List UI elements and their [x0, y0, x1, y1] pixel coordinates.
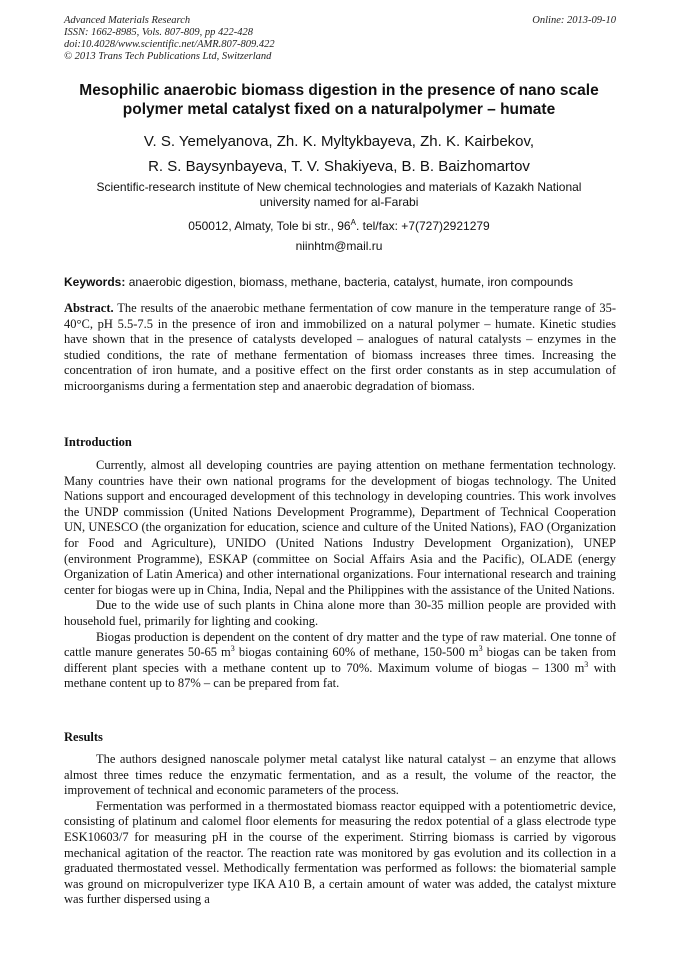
- contact-email: niinhtm@mail.ru: [295, 239, 383, 253]
- keywords: [64, 275, 616, 290]
- paper-title: [40, 81, 638, 119]
- introduction-p3-part: biogas can be taken from different plant species with a methane content up to 70%. Maximum volume of biogas – 1300 m: [64, 645, 617, 675]
- results-heading: Results: [64, 730, 103, 744]
- abstract-label: Abstract.: [64, 301, 114, 315]
- keywords-text: anaerobic digestion, biomass, methane, bacteria, catalyst, humate, iron compounds: [125, 275, 573, 289]
- journal-issn: ISSN: 1662-8985, Vols. 807-809, pp 422-428: [64, 27, 253, 38]
- affiliation: [60, 180, 618, 210]
- introduction-p3-part: Biogas production is dependent on the content of dry matter and the type of raw material. One tonne of cattle manure generates 50-65 m: [64, 629, 616, 660]
- address-main: 050012, Almaty, Tole bi str., 96: [188, 219, 351, 233]
- address-superscript: A: [350, 218, 356, 227]
- superscript: 3: [478, 643, 483, 653]
- results-paragraph-1: The authors designed nanoscale polymer metal catalyst like natural catalyst – an enzyme that allows almost three times reduce the enzymatic fermentation, and as a result, the volume of the reactor, the improvement of technical and economic parameters of the process.: [64, 752, 616, 798]
- introduction-paragraph-3: [64, 630, 616, 692]
- results-paragraph-2: Fermentation was performed in a thermostated biomass reactor equipped with a potentiometric device, consisting of platinum and calomel floor elements for measuring the redox potential of a glass electrode type ESK10603/7 for measuring pH in the course of the experiment. Stirring biomass is carried by vigorous mechanical agitation of the reactor. The reaction rate was monitored by gas evolution and its collection in a graduated thermostated vessel. Methodically fermentation was performed as follows: the biomaterial sample was ground on micropulverizer type IKA A10 B, a certain amount of water was added, the catalyst mixture was further dispersed using a: [64, 798, 616, 907]
- keywords-label: Keywords:: [64, 275, 126, 289]
- abstract-text: The results of the anaerobic methane fermentation of cow manure in the temperature range of 35-40°C, pH 5.5-7.5 in the presence of iron and immobilized on a natural polymer – humate. Kinetic studies have shown that in the presence of catalysts developed – analogues of natural catalysts – enzymes in the studied conditions, the rate of methane fermentation of biomass increases three times. Increasing the concentration of iron humate, and a positive effect on the first order constants as in step accumulation of microorganisms during a fermentation step and anaerobic degradation of biomass.: [64, 301, 616, 393]
- journal-header: [64, 15, 616, 63]
- journal-doi: doi:10.4028/www.scientific.net/AMR.807-809.422: [64, 39, 275, 50]
- address-phone: . tel/fax: +7(727)2921279: [355, 219, 490, 233]
- title-line-1: Mesophilic anaerobic biomass digestion in the presence of nano scale: [79, 82, 599, 99]
- journal-name: Advanced Materials Research: [64, 15, 191, 26]
- abstract: [64, 301, 616, 395]
- affiliation-line-2: university named for al-Farabi: [259, 195, 419, 209]
- address: [40, 219, 638, 234]
- journal-copyright: © 2013 Trans Tech Publications Ltd, Switzerland: [64, 51, 272, 62]
- affiliation-line-1: Scientific-research institute of New chemical technologies and materials of Kazakh National: [96, 180, 582, 194]
- title-line-2: polymer metal catalyst fixed on a naturalpolymer – humate: [122, 101, 556, 118]
- superscript: 3: [584, 659, 589, 669]
- authors-line-2: R. S. Baysynbayeva, T. V. Shakiyeva, B. B. Baizhomartov: [148, 158, 530, 175]
- author-list: [40, 129, 638, 179]
- introduction-p3-part: with methane content up to 87% – can be prepared from fat.: [64, 660, 616, 691]
- superscript: 3: [230, 643, 235, 653]
- introduction-body: [64, 458, 616, 692]
- authors-line-1: V. S. Yemelyanova, Zh. K. Myltykbayeva, Zh. K. Kairbekov,: [143, 133, 535, 150]
- results-body: [64, 752, 616, 908]
- introduction-p3-part: biogas containing 60% of methane, 150-500 m: [234, 645, 479, 660]
- introduction-heading: Introduction: [64, 435, 132, 449]
- online-date: Online: 2013-09-10: [532, 15, 616, 26]
- introduction-paragraph-1: Currently, almost all developing countries are paying attention on methane fermentation technology. Many countries have their own national programs for the development of biogas technology. The United Nations support and encouraged development of this technology in developing countries. This work involves the UNDP commission (United Nations Development Programme), Department of Technical Cooperation UN, UNESCO (the organization for education, science and culture of the United Nations), FAO (Organization for Food and Agriculture), UNIDO (United Nations Industry Development Organization), UNEP (environment Programme), ESKAP (committee on Social Affairs Asia and the Pacific), OLADE (energy Organization of Latin America) and other international organizations. Four international research and training center for biogas were up in China, India, Nepal and the Philippines with the assistance of the United Nations.: [64, 458, 616, 597]
- introduction-paragraph-2: Due to the wide use of such plants in China alone more than 30-35 million people are provided with household fuel, primarily for lighting and cooking.: [64, 598, 616, 628]
